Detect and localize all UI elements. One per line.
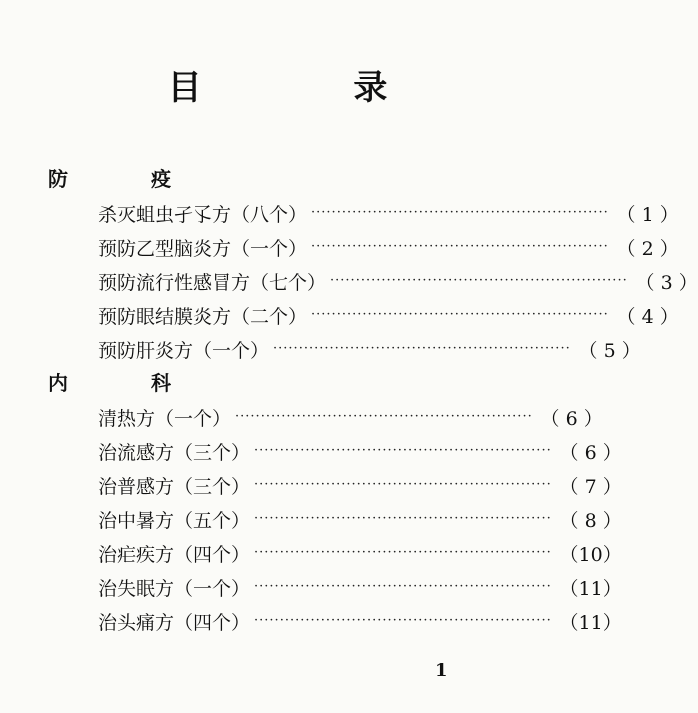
entry-name: 预防流行性感冒方 (98, 271, 251, 294)
dot-leader: ·························································· (273, 341, 571, 356)
entry-count: （一个） (231, 237, 308, 260)
toc-entry[interactable] (48, 298, 679, 332)
entry-page: （11） (559, 611, 622, 634)
entry-count: （五个） (174, 509, 251, 532)
page-title: 目 录 (167, 68, 458, 108)
toc-entry[interactable] (48, 468, 622, 502)
dot-leader: ·························································· (311, 239, 609, 254)
entry-name: 预防眼结膜炎方 (98, 305, 232, 328)
table-of-contents (48, 162, 698, 638)
entry-name: 治中暑方 (98, 509, 175, 532)
entry-name: 杀灭蛆虫孑孓方 (98, 203, 232, 226)
entry-count: （一个） (193, 339, 270, 362)
dot-leader: ·························································· (311, 307, 609, 322)
entry-count: （七个） (250, 271, 327, 294)
entry-name: 治流感方 (98, 441, 175, 464)
entry-count: （三个） (174, 475, 251, 498)
dot-leader: ·························································· (311, 205, 609, 220)
dot-leader: ·························································· (254, 511, 552, 526)
toc-entry[interactable] (48, 570, 622, 604)
dot-leader: ·························································· (235, 409, 533, 424)
entry-name: 治头痛方 (98, 611, 175, 634)
toc-section-neike (48, 366, 622, 638)
entry-name: 治疟疾方 (98, 543, 175, 566)
section-heading: 防 疫 (48, 167, 209, 191)
dot-leader: ·························································· (254, 477, 552, 492)
toc-entry[interactable] (48, 230, 679, 264)
toc-entry[interactable] (48, 400, 603, 434)
entry-name: 治失眠方 (98, 577, 175, 600)
section-heading: 内 科 (48, 371, 209, 395)
dot-leader: ·························································· (254, 545, 552, 560)
toc-entry[interactable] (48, 604, 622, 638)
toc-entry[interactable] (48, 536, 622, 570)
entry-page: （ 2 ） (616, 237, 679, 260)
entry-count: （三个） (174, 441, 251, 464)
toc-entry[interactable] (48, 502, 622, 536)
dot-leader: ·························································· (254, 443, 552, 458)
entry-count: （四个） (174, 611, 251, 634)
toc-section-fangyi (48, 162, 698, 366)
entry-page: （ 7 ） (559, 475, 622, 498)
entry-count: （八个） (231, 203, 308, 226)
entry-count: （二个） (231, 305, 308, 328)
entry-page: （ 3 ） (635, 271, 698, 294)
entry-count: （一个） (155, 407, 232, 430)
dot-leader: ·························································· (254, 579, 552, 594)
entry-count: （四个） (174, 543, 251, 566)
entry-name: 清热方 (98, 407, 156, 430)
toc-entry[interactable] (48, 434, 622, 468)
toc-entry[interactable] (48, 264, 698, 298)
toc-entry[interactable] (48, 196, 679, 230)
entry-name: 预防肝炎方 (98, 339, 194, 362)
entry-page: （11） (559, 577, 622, 600)
dot-leader: ·························································· (330, 273, 628, 288)
dot-leader: ·························································· (254, 613, 552, 628)
page-number: 1 (435, 660, 448, 681)
toc-entry[interactable] (48, 332, 641, 366)
entry-name: 治普感方 (98, 475, 175, 498)
entry-page: （ 8 ） (559, 509, 622, 532)
entry-page: （ 5 ） (578, 339, 641, 362)
entry-page: （ 4 ） (616, 305, 679, 328)
entry-page: （ 1 ） (616, 203, 679, 226)
entry-page: （ 6 ） (559, 441, 622, 464)
entry-count: （一个） (174, 577, 251, 600)
entry-name: 预防乙型脑炎方 (98, 237, 232, 260)
entry-page: （ 6 ） (540, 407, 603, 430)
entry-page: （10） (559, 543, 622, 566)
